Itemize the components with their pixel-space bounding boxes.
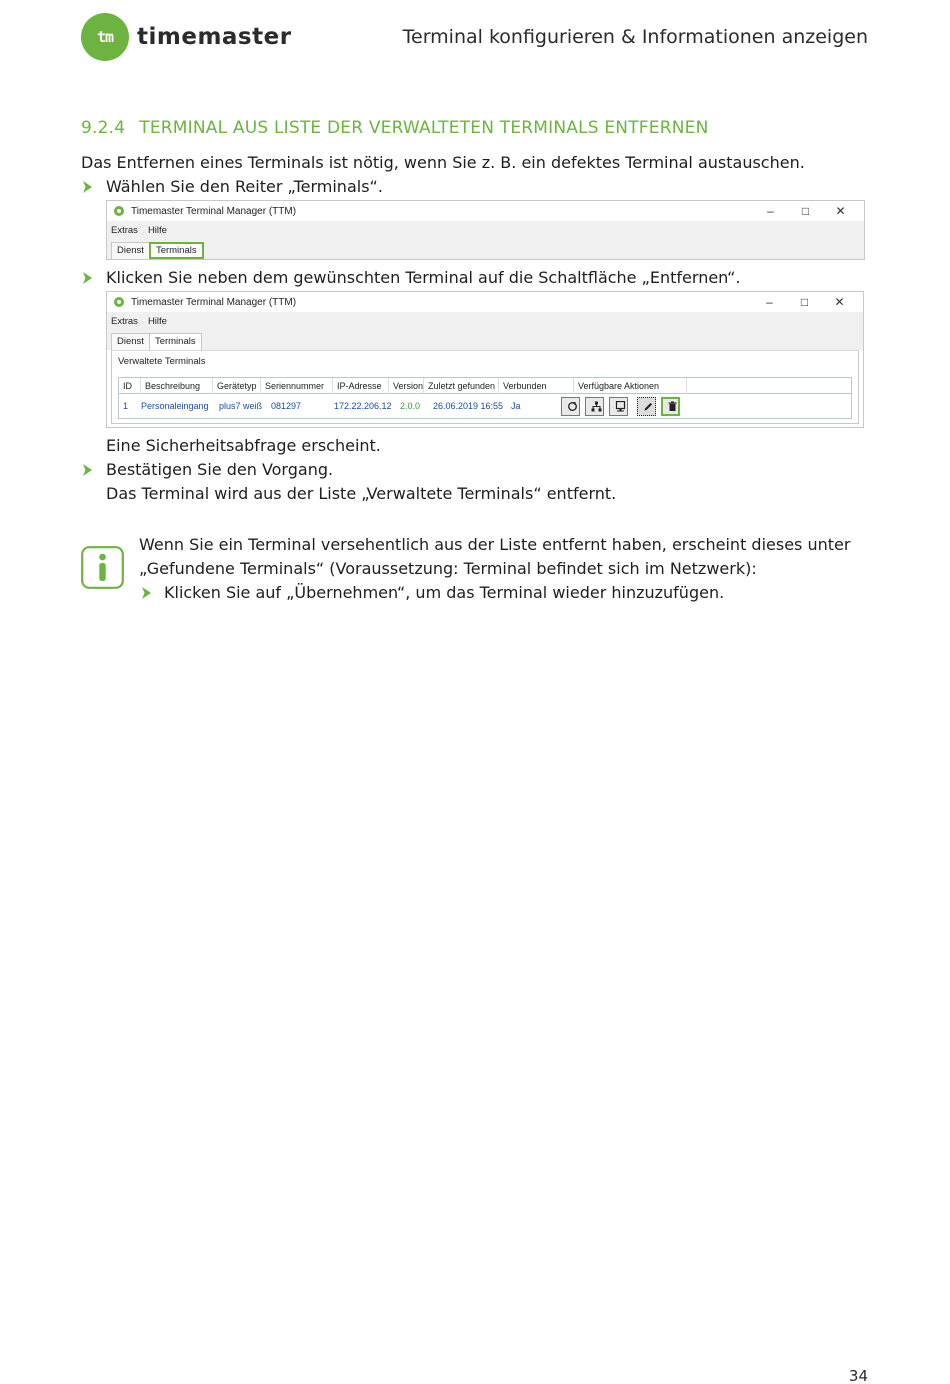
ttm-window-screenshot-1 [106,200,865,260]
step-1-text: Wählen Sie den Reiter „Terminals“. [106,177,383,196]
column-header[interactable]: Version [389,378,424,394]
minimize-icon[interactable]: – [766,295,773,309]
column-header[interactable]: IP-Adresse [333,378,389,394]
column-header[interactable]: ID [119,378,141,394]
column-header[interactable]: Beschreibung [141,378,213,394]
window-title: Timemaster Terminal Manager (TTM) [131,296,297,308]
cell-last-found: 26.06.2019 16:55 [433,401,504,411]
ttm-window-screenshot-2 [106,291,864,428]
terminals-table [118,377,852,419]
window-title: Timemaster Terminal Manager (TTM) [131,205,297,217]
network-icon[interactable] [585,397,604,416]
menu-extras[interactable]: Extras [111,315,138,327]
terminal-icon[interactable] [609,397,628,416]
table-row[interactable] [119,394,851,418]
menubar [107,221,864,239]
cell-ip: 172.22.206.12 [334,401,392,411]
cell-serial: 081297 [271,401,302,411]
chevron-right-icon [82,463,94,477]
tab-dienst[interactable]: Dienst [111,242,150,259]
tab-dienst[interactable]: Dienst [111,333,150,350]
chevron-right-icon [82,271,94,285]
cell-description: Personaleingang [141,401,209,411]
tab-bar [107,239,864,259]
step-3-text: Bestätigen Sie den Vorgang. [106,460,334,479]
section-title: TERMINAL AUS LISTE DER VERWALTETEN TERMINALS ENTFERNEN [139,118,709,138]
cell-device-type: plus7 weiß [219,401,263,411]
tab-bar [107,330,863,350]
page-number: 34 [848,1367,868,1384]
tab-terminals[interactable]: Terminals [149,333,202,350]
column-header[interactable]: Zuletzt gefunden [424,378,499,394]
maximize-icon[interactable]: □ [801,204,810,218]
column-header[interactable]: Verbunden [499,378,574,394]
refresh-icon[interactable] [561,397,580,416]
chevron-right-icon [141,586,153,600]
minimize-icon[interactable]: – [767,204,774,218]
menu-extras[interactable]: Extras [111,224,138,236]
app-icon [113,205,125,217]
window-titlebar [107,292,863,312]
step-2-text: Klicken Sie neben dem gewünschten Terminal auf die Schaltfläche „Entfernen“. [106,268,741,287]
result-2-text: Das Terminal wird aus der Liste „Verwaltete Terminals“ entfernt. [106,484,617,503]
info-line-1: Wenn Sie ein Terminal versehentlich aus der Liste entfernt haben, erscheint dieses unter [139,535,851,554]
section-number: 9.2.4 [81,118,126,138]
column-header[interactable]: Gerätetyp [213,378,261,394]
window-titlebar [107,201,864,221]
close-icon[interactable]: ✕ [835,204,846,218]
delete-icon[interactable] [661,397,680,416]
cell-connected: Ja [511,401,521,411]
close-icon[interactable]: ✕ [834,295,845,309]
section-heading [81,118,709,138]
chevron-right-icon [82,180,94,194]
column-header[interactable]: Seriennummer [261,378,333,394]
logo-mark: tm [81,13,129,61]
intro-text: Das Entfernen eines Terminals ist nötig, wenn Sie z. B. ein defektes Terminal austauschen. [81,153,805,172]
menu-hilfe[interactable]: Hilfe [147,315,167,327]
tab-terminals[interactable]: Terminals [149,242,204,259]
group-title: Verwaltete Terminals [118,356,206,367]
menu-hilfe[interactable]: Hilfe [147,224,167,236]
managed-terminals-group [111,350,859,424]
maximize-icon[interactable]: □ [800,295,809,309]
logo-text: timemaster [137,24,292,50]
cell-id: 1 [123,401,129,411]
edit-icon[interactable] [637,397,656,416]
cell-version: 2.0.0 [400,401,421,411]
table-header [119,378,851,394]
info-line-2: „Gefundene Terminals“ (Voraussetzung: Terminal befindet sich im Netzwerk): [139,559,757,578]
page-header-title: Terminal konfigurieren & Informationen anzeigen [402,26,868,48]
menubar [107,312,863,330]
column-header[interactable]: Verfügbare Aktionen [574,378,687,394]
info-icon [81,546,124,589]
app-icon [113,296,125,308]
logo [81,13,292,61]
info-step-text: Klicken Sie auf „Übernehmen“, um das Terminal wieder hinzuzufügen. [164,583,725,602]
row-actions [557,397,685,416]
result-1-text: Eine Sicherheitsabfrage erscheint. [106,436,381,455]
